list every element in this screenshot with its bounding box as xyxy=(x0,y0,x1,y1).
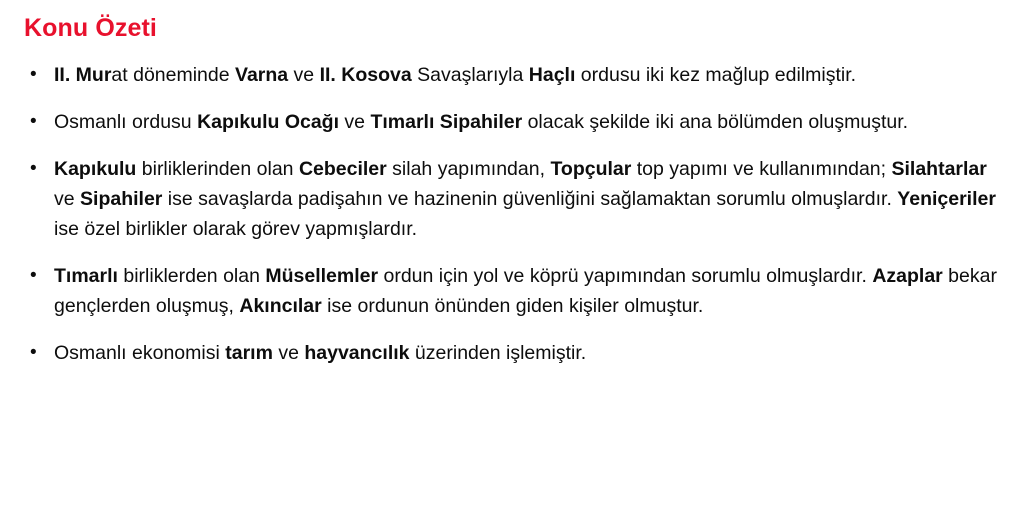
plain-text: ise savaşlarda padişahın ve hazinenin güvenliğini sağlamaktan sorumlu olmuşlardır. xyxy=(162,188,898,210)
plain-text: at döneminde xyxy=(111,64,236,86)
emphasis-text: Müsellemler xyxy=(265,265,379,287)
list-item xyxy=(22,154,1002,244)
list-item-text xyxy=(54,342,586,364)
emphasis-text: Silahtarlar xyxy=(891,158,987,180)
plain-text: ise özel birlikler olarak görev yapmışlardır. xyxy=(54,218,418,240)
plain-text: ordun için yol ve köprü yapımından sorumlu olmuşlardır. xyxy=(378,265,873,287)
plain-text: ve xyxy=(272,342,305,364)
emphasis-text: Varna xyxy=(235,64,289,86)
emphasis-text: Topçular xyxy=(550,158,632,180)
list-item-text xyxy=(54,265,997,317)
emphasis-text: Akıncılar xyxy=(239,295,322,317)
emphasis-text: Tımarlı xyxy=(54,265,118,287)
page-title: Konu Özeti xyxy=(24,14,157,42)
plain-text: silah yapımından, xyxy=(386,158,551,180)
plain-text: ve xyxy=(339,111,371,133)
summary-bullet-list xyxy=(22,60,1002,368)
emphasis-text: II. Mur xyxy=(54,64,112,86)
emphasis-text: Sipahiler xyxy=(80,188,163,210)
list-item xyxy=(22,60,1002,90)
bullet-dot-icon: • xyxy=(30,265,37,286)
plain-text: ve xyxy=(54,188,81,210)
list-item xyxy=(22,338,1002,368)
emphasis-text: Yeniçeriler xyxy=(897,188,996,210)
emphasis-text: hayvancılık xyxy=(304,342,410,364)
plain-text: olacak şekilde iki ana bölümden oluşmuştur. xyxy=(522,111,909,133)
plain-text: Osmanlı ordusu xyxy=(54,111,198,133)
plain-text: birliklerinden olan xyxy=(136,158,299,180)
emphasis-text: Haçlı xyxy=(528,64,576,86)
bullet-dot-icon: • xyxy=(30,342,37,363)
list-item-text xyxy=(54,111,908,133)
bullet-dot-icon: • xyxy=(30,111,37,132)
plain-text: Savaşlarıyla xyxy=(411,64,529,86)
list-item-text xyxy=(54,158,996,240)
plain-text: Osmanlı ekonomisi xyxy=(54,342,226,364)
plain-text: ise ordunun önünden giden kişiler olmuştur. xyxy=(321,295,704,317)
emphasis-text: Kapıkulu Ocağı xyxy=(197,111,340,133)
plain-text: bekar gençlerden oluşmuş, xyxy=(54,265,997,317)
plain-text: birliklerden olan xyxy=(117,265,266,287)
emphasis-text: Tımarlı Sipahiler xyxy=(370,111,523,133)
bullet-dot-icon: • xyxy=(30,158,37,179)
emphasis-text: Kapıkulu xyxy=(54,158,137,180)
list-item xyxy=(22,107,1002,137)
plain-text: üzerinden işlemiştir. xyxy=(409,342,587,364)
plain-text: ordusu iki kez mağlup edilmiştir. xyxy=(575,64,857,86)
emphasis-text: Cebeciler xyxy=(298,158,387,180)
bullet-dot-icon: • xyxy=(30,64,37,85)
plain-text: top yapımı ve kullanımından; xyxy=(631,158,892,180)
emphasis-text: II. Kosova xyxy=(319,64,412,86)
emphasis-text: tarım xyxy=(225,342,273,364)
list-item xyxy=(22,261,1002,321)
list-item-text xyxy=(54,64,856,86)
plain-text: ve xyxy=(288,64,320,86)
emphasis-text: Azaplar xyxy=(872,265,943,287)
